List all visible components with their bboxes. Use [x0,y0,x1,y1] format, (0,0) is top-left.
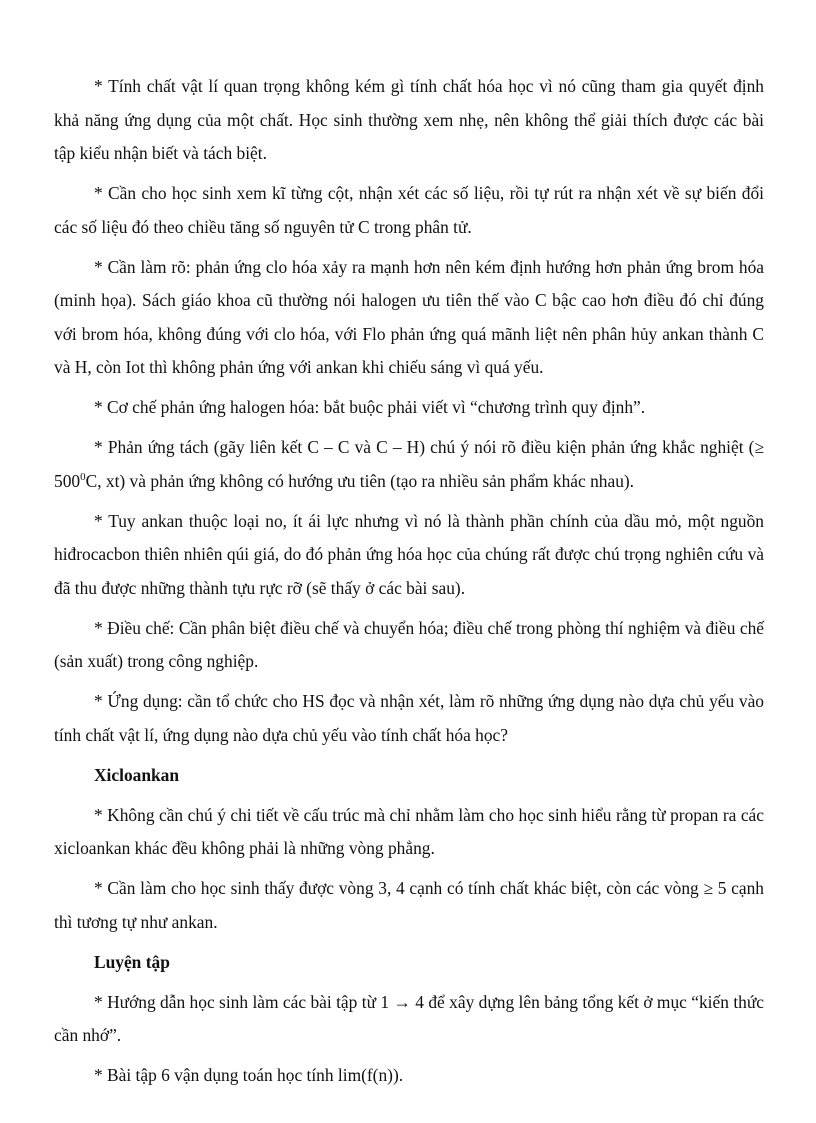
paragraph-preparation: * Điều chế: Cần phân biệt điều chế và chuyển hóa; điều chế trong phòng thí nghiệm và điều chế (sản xuất) trong công nghiệp. [54,617,764,671]
paragraph-xicloankan-rings: * Cần làm cho học sinh thấy được vòng 3, 4 cạnh có tính chất khác biệt, còn các vòng ≥ 5 cạnh thì tương tự như ankan. [54,878,764,932]
elimination-text-end: C, xt) và phản ứng không có hướng ưu tiên (tạo ra nhiều sản phẩm khác nhau). [85,470,635,491]
heading-xicloankan: Xicloankan [94,764,180,785]
paragraph-physical-properties: * Tính chất vật lí quan trọng không kém gì tính chất hóa học vì nó cũng tham gia quyết định khả năng ứng dụng của một chất. Học sinh thường xem nhẹ, nên không thể giải thích được các bài tập kiểu nhận biết và tách biệt. [54,76,764,163]
document-page [54,70,764,1099]
paragraph-applications: * Ứng dụng: cần tổ chức cho HS đọc và nhận xét, làm rõ những ứng dụng nào dựa chủ yếu vào tính chất vật lí, ứng dụng nào dựa chủ yếu vào tính chất hóa học? [54,691,764,745]
paragraph-data-columns: * Cần cho học sinh xem kĩ từng cột, nhận xét các số liệu, rồi tự rút ra nhận xét về sự biến đổi các số liệu đó theo chiều tăng số nguyên tử C trong phân tử. [54,183,764,237]
elimination-text-start: * Phản ứng tách (gãy liên kết C – C và C – H) chú ý nói rõ điều kiện phản ứng khắc nghiệt (≥ 500 [54,437,764,491]
heading-luyen-tap: Luyện tập [94,951,170,972]
paragraph-mechanism: * Cơ chế phản ứng halogen hóa: bắt buộc phải viết vì “chương trình quy định”. [94,397,646,417]
degree-superscript: 0 [80,470,86,483]
paragraph-exercise-six: * Bài tập 6 vận dụng toán học tính lim(f(n)). [94,1065,404,1085]
paragraph-exercises-guide: * Hướng dẫn học sinh làm các bài tập từ 1 → 4 để xây dựng lên bảng tổng kết ở mục “kiến thức cần nhớ”. [54,991,764,1045]
paragraph-ankan-research: * Tuy ankan thuộc loại no, ít ái lực nhưng vì nó là thành phần chính của dầu mỏ, một nguồn hiđrocacbon thiên nhiên qúi giá, do đó phản ứng hóa học của chúng rất được chú trọng nghiên cứu và đã thu được những thành tựu rực rỡ (sẽ thấy ở các bài sau). [54,510,764,598]
paragraph-elimination [54,431,764,498]
paragraph-xicloankan-structure: * Không cần chú ý chi tiết về cấu trúc mà chỉ nhằm làm cho học sinh hiểu rằng từ propan ra các xicloankan khác đều không phải là những vòng phẳng. [54,804,764,858]
paragraph-halogenation: * Cần làm rõ: phản ứng clo hóa xảy ra mạnh hơn nên kém định hướng hơn phản ứng brom hóa (minh họa). Sách giáo khoa cũ thường nói halogen ưu tiên thế vào C bậc cao hơn điều đó chỉ đúng với brom hóa, không đúng với clo hóa, với Flo phản ứng quá mãnh liệt nên phân hủy ankan thành C và H, còn Iot thì không phản ứng với ankan khi chiếu sáng vì quá yếu. [54,256,764,377]
